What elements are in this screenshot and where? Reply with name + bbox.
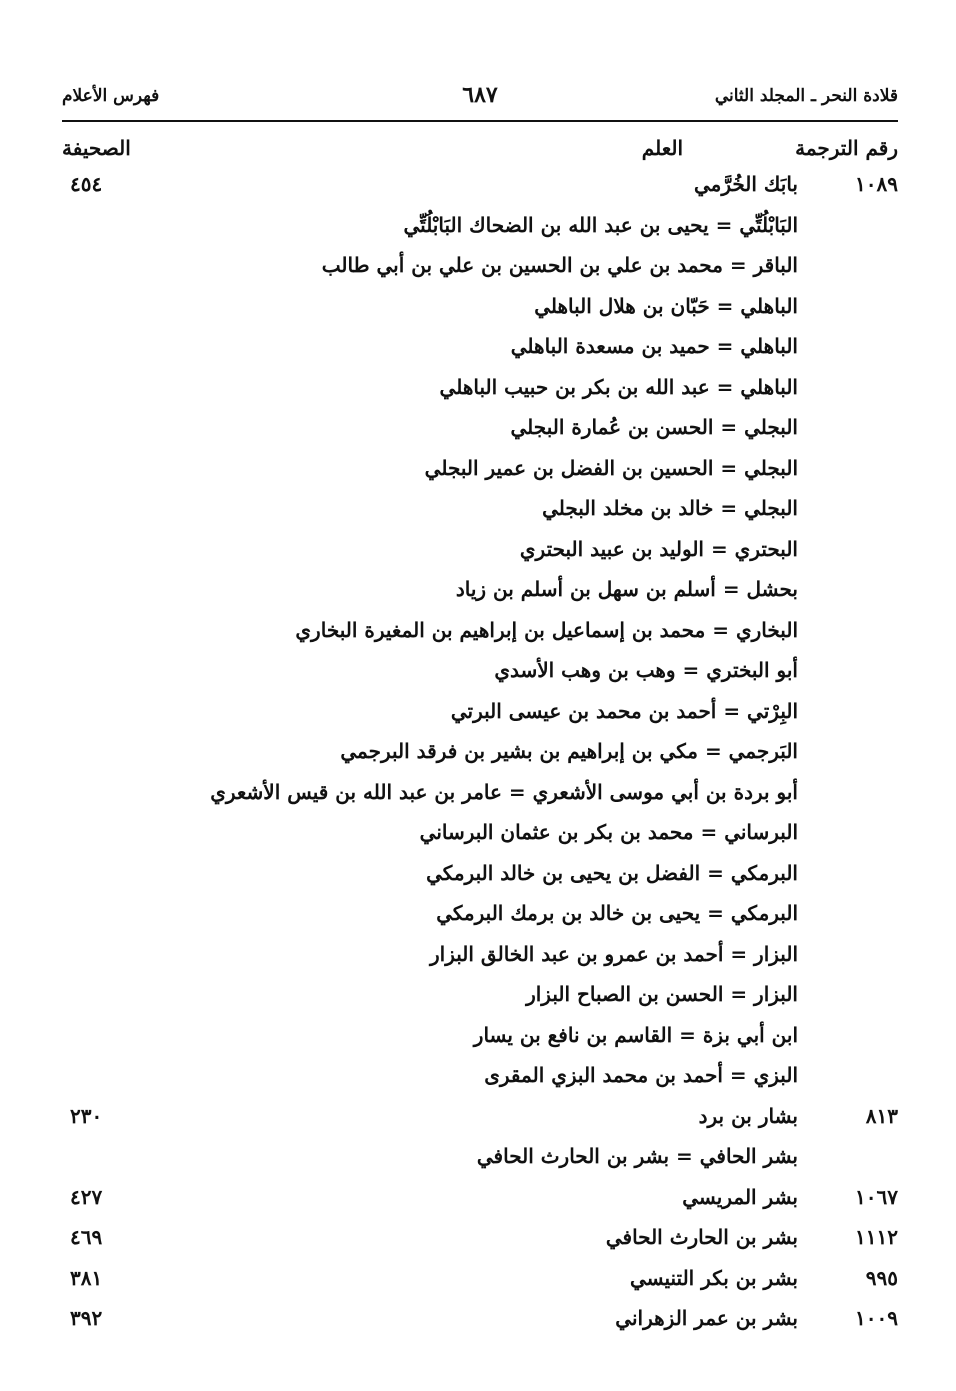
entry-name: أبو البختري = وهب بن وهب الأسدي bbox=[494, 658, 798, 682]
entry-number: ٩٩٥ bbox=[865, 1265, 898, 1290]
index-entry bbox=[62, 375, 898, 416]
entry-name: البزار = الحسن بن الصباح البزار bbox=[526, 982, 798, 1006]
entry-name: الباقر = محمد بن علي بن الحسين بن علي بن أبي طالب bbox=[321, 253, 798, 277]
entry-name: البجلي = الحسن بن عُمارة البجلي bbox=[510, 415, 798, 439]
entry-name: بشار بن برد bbox=[698, 1103, 798, 1128]
index-entry bbox=[62, 1185, 898, 1226]
index-entry bbox=[62, 739, 898, 780]
index-entry bbox=[62, 658, 898, 699]
entry-page: ٢٣٠ bbox=[70, 1103, 103, 1128]
section-title: فهرس الأعلام bbox=[62, 86, 160, 106]
index-entry bbox=[62, 415, 898, 456]
entry-name: البزي = أحمد بن محمد البزي المقرى bbox=[484, 1063, 798, 1087]
index-entry bbox=[62, 456, 898, 497]
entry-name: بشر المريسي bbox=[682, 1184, 798, 1209]
entry-name: بشر بن بكر التنيسي bbox=[629, 1265, 798, 1290]
entry-name: بشر الحافي = بشر بن الحارث الحافي bbox=[476, 1144, 798, 1168]
entry-name: بحشل = أسلم بن سهل بن أسلم بن زياد bbox=[455, 577, 798, 601]
entry-name: البزار = أحمد بن عمرو بن عبد الخالق البزار bbox=[430, 941, 798, 966]
index-entry bbox=[62, 780, 898, 821]
entry-name: البرمكي = يحيى بن خالد بن برمك البرمكي bbox=[436, 901, 798, 925]
entry-number: ١١١٢ bbox=[855, 1225, 898, 1249]
entry-name: الباهلي = عبد الله بن بكر بن حبيب الباهلي bbox=[439, 374, 798, 399]
index-entry bbox=[62, 699, 898, 740]
entry-number: ١٠٠٩ bbox=[855, 1306, 898, 1330]
index-entry bbox=[62, 334, 898, 375]
book-title: قلادة النحر ـ المجلد الثاني bbox=[714, 86, 898, 106]
index-entry bbox=[62, 820, 898, 861]
entry-name: البرساني = محمد بن بكر بن عثمان البرساني bbox=[419, 820, 798, 844]
index-entry bbox=[62, 1225, 898, 1266]
index-entry bbox=[62, 1306, 898, 1347]
entry-page: ٤٥٤ bbox=[70, 172, 103, 196]
column-header-name: العلم bbox=[641, 136, 683, 160]
entry-name: البِرْتي = أحمد بن محمد بن عيسى البرتي bbox=[450, 698, 798, 723]
index-entry bbox=[62, 172, 898, 213]
entry-page: ٣٨١ bbox=[70, 1265, 103, 1290]
column-headers bbox=[62, 136, 898, 168]
index-entry bbox=[62, 1063, 898, 1104]
index-entry bbox=[62, 496, 898, 537]
column-header-page: الصحيفة bbox=[62, 136, 131, 160]
running-header bbox=[62, 82, 898, 112]
index-entry bbox=[62, 982, 898, 1023]
entry-name: أبو بردة بن أبي موسى الأشعري = عامر بن عبد الله بن قيس الأشعري bbox=[210, 779, 798, 804]
index-entry bbox=[62, 1104, 898, 1145]
index-entry bbox=[62, 901, 898, 942]
entry-name: الباهلي = حميد بن مسعدة الباهلي bbox=[510, 334, 798, 358]
entry-name: بشر بن عمر الزهراني bbox=[615, 1306, 798, 1330]
entry-name: الباهلي = حَبّان بن هلال الباهلي bbox=[534, 293, 798, 318]
index-entry bbox=[62, 253, 898, 294]
entry-number: ١٠٨٩ bbox=[855, 172, 898, 196]
entry-name: البرمكي = الفضل بن يحيى بن خالد البرمكي bbox=[426, 860, 798, 885]
entry-name: البخاري = محمد بن إسماعيل بن إبراهيم بن المغيرة البخاري bbox=[295, 617, 798, 642]
entry-page: ٤٢٧ bbox=[70, 1184, 103, 1209]
entry-number: ٨١٣ bbox=[865, 1103, 898, 1128]
entry-name: بشر بن الحارث الحافي bbox=[605, 1225, 798, 1249]
index-entry bbox=[62, 618, 898, 659]
index-entry bbox=[62, 861, 898, 902]
header-divider bbox=[62, 120, 898, 122]
index-entry bbox=[62, 577, 898, 618]
entry-name: البجلي = خالد بن مخلد البجلي bbox=[542, 496, 798, 520]
entry-page: ٤٦٩ bbox=[70, 1225, 103, 1249]
entry-page: ٣٩٢ bbox=[70, 1306, 103, 1330]
index-entry bbox=[62, 294, 898, 335]
page-number: ٦٨٧ bbox=[462, 82, 498, 108]
entry-name: البحتري = الوليد بن عبيد البحتري bbox=[519, 536, 798, 561]
entry-name: البَابْلُتِّي = يحيى بن عبد الله بن الضحاك البَابْلُتِّي bbox=[403, 212, 798, 237]
entry-name: بابَك الخُرَّمي bbox=[693, 172, 798, 196]
entry-name: ابن أبي بزة = القاسم بن نافع بن يسار bbox=[473, 1022, 798, 1047]
entry-name: البَرجمي = مكي بن إبراهيم بن بشير بن فرقد البرجمي bbox=[340, 739, 798, 763]
index-entries bbox=[62, 172, 898, 1347]
index-entry bbox=[62, 1266, 898, 1307]
entry-name: البجلي = الحسين بن الفضل بن عمير البجلي bbox=[424, 455, 798, 480]
index-entry bbox=[62, 1144, 898, 1185]
index-entry bbox=[62, 213, 898, 254]
index-entry bbox=[62, 537, 898, 578]
entry-number: ١٠٦٧ bbox=[855, 1184, 898, 1209]
column-header-number: رقم الترجمة bbox=[795, 136, 898, 160]
index-entry bbox=[62, 942, 898, 983]
index-entry bbox=[62, 1023, 898, 1064]
